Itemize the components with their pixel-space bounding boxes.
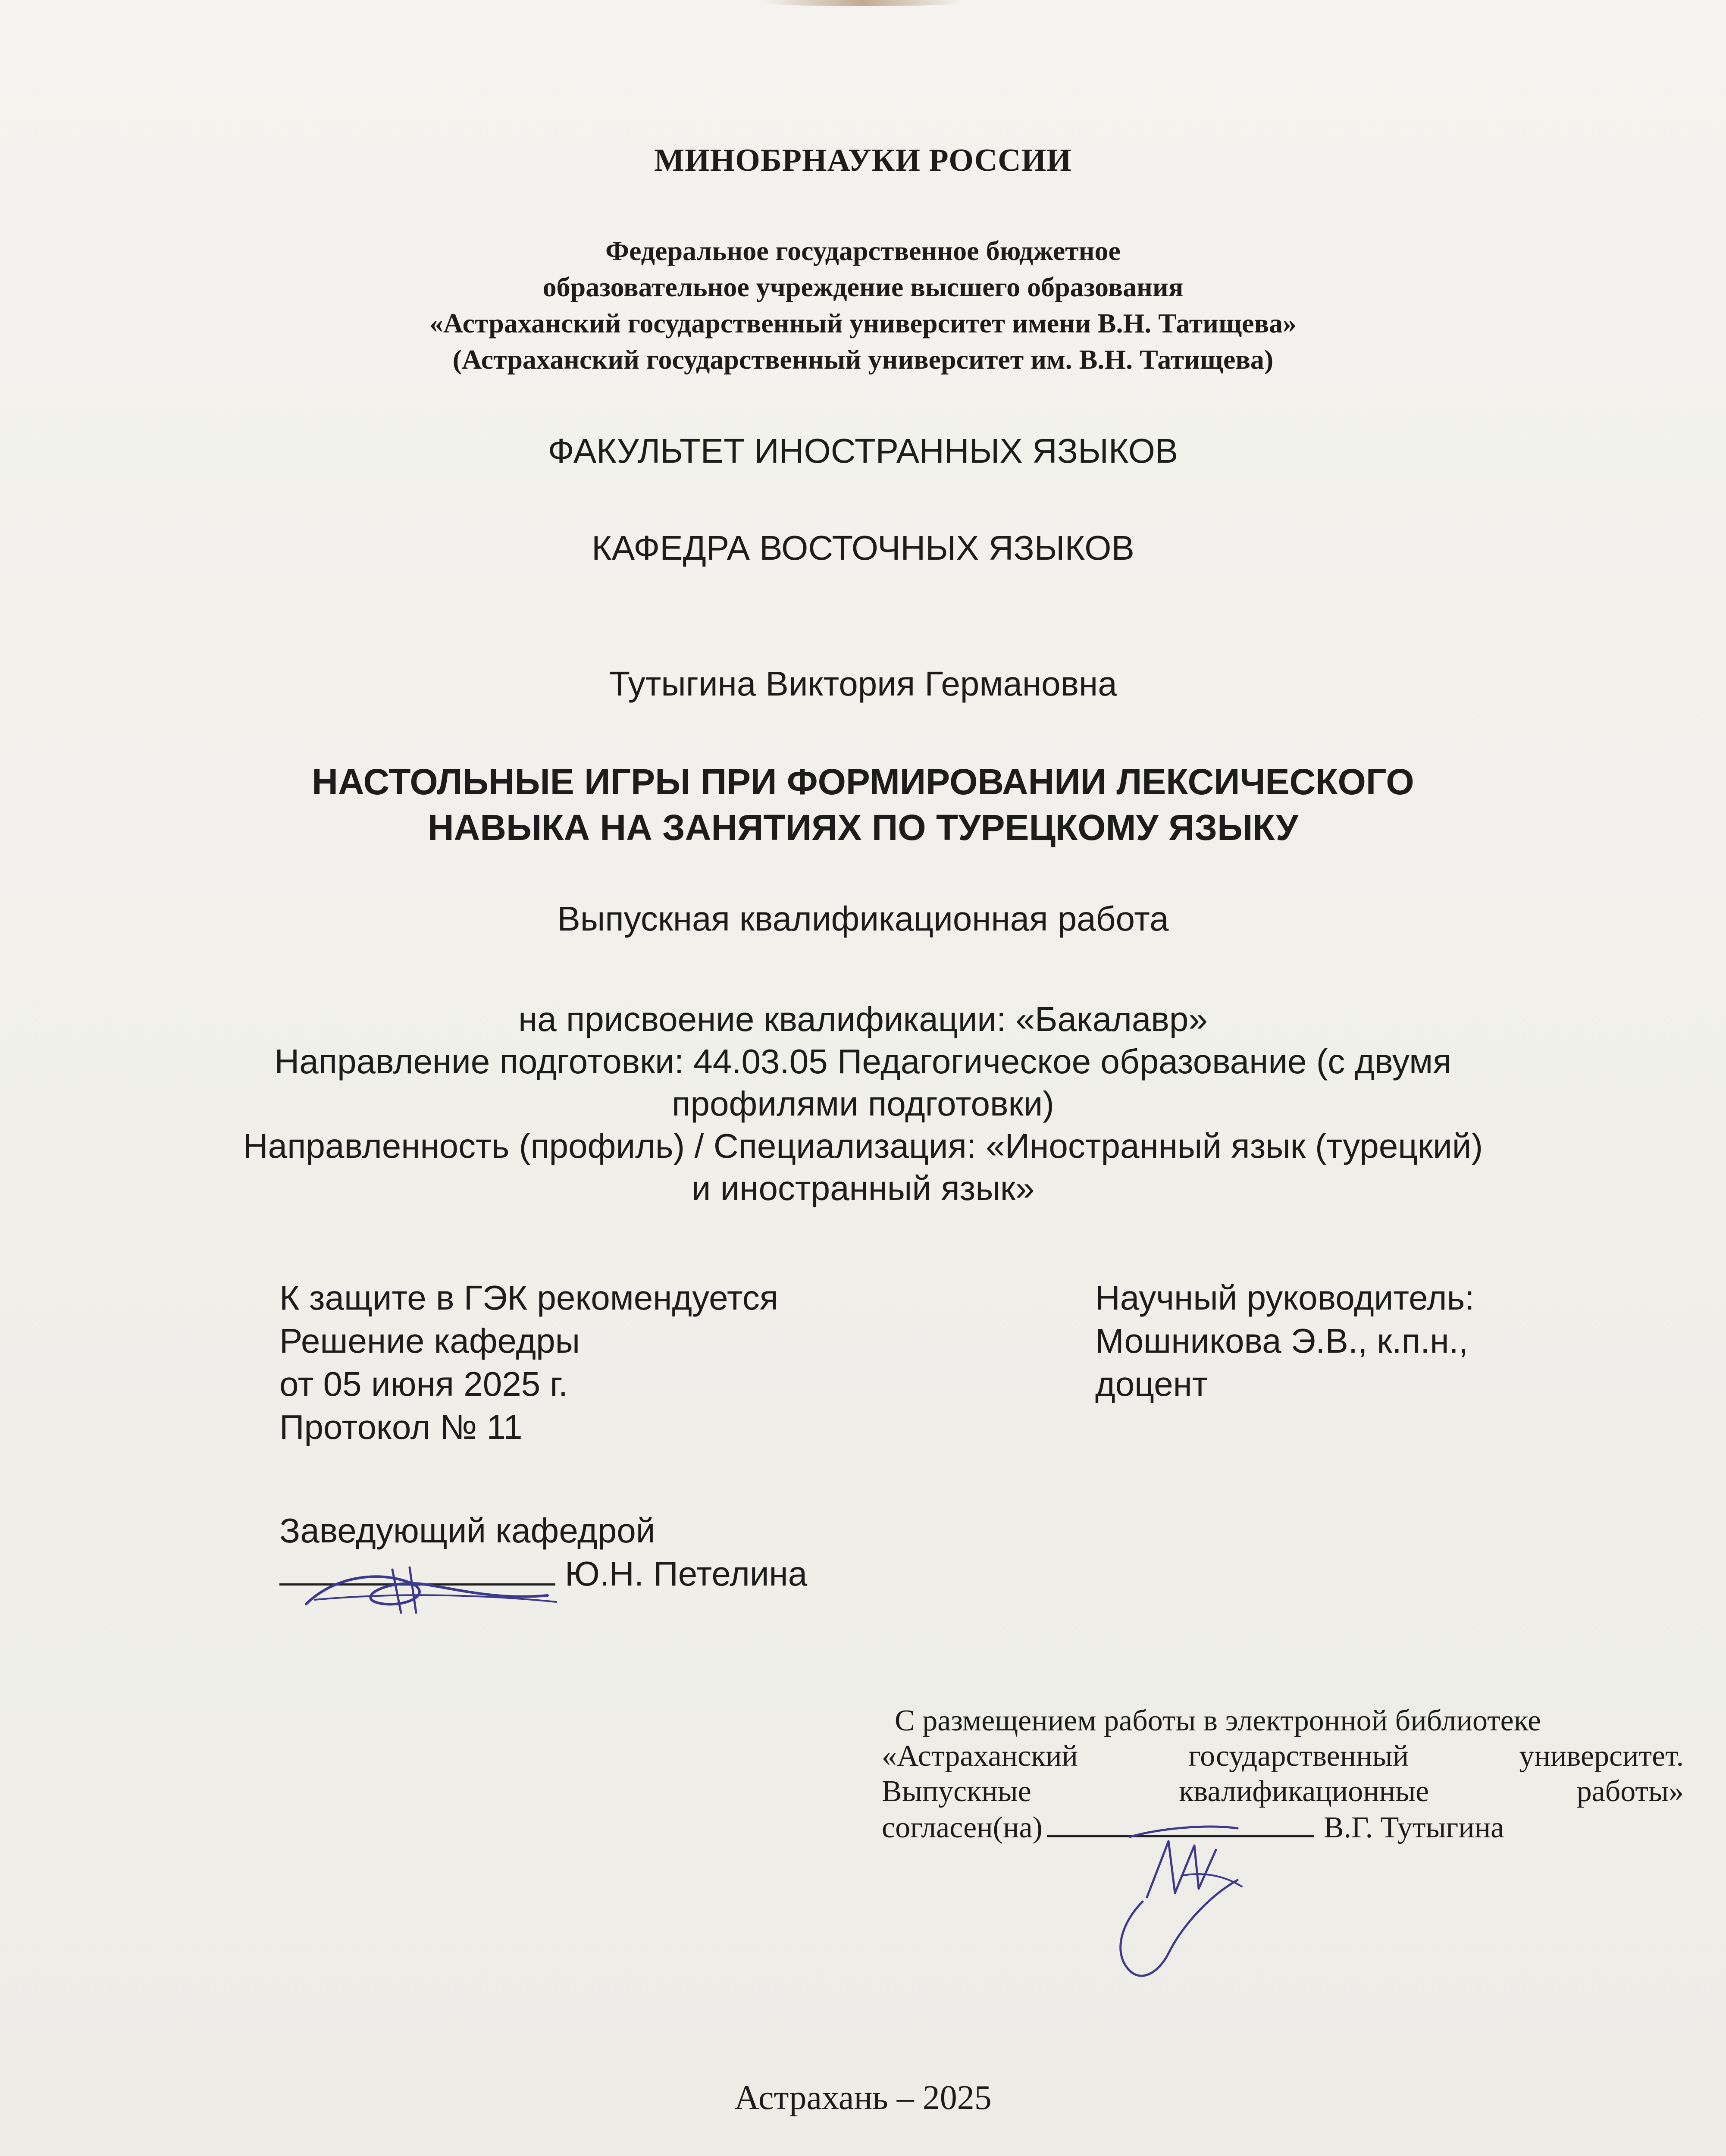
page-edge-shadow [763, 0, 962, 6]
supervisor-line: Научный руководитель: [1095, 1279, 1475, 1317]
student-signature-icon [1095, 1811, 1276, 1992]
department-name: КАФЕДРА ВОСТОЧНЫХ ЯЗЫКОВ [592, 529, 1134, 567]
institution-name [0, 233, 1726, 378]
consent-agree-label: согласен(на) [882, 1811, 1043, 1844]
consent-line: Выпускные квалификационные работы» [882, 1775, 1684, 1808]
qualification-line: на присвоение квалификации: «Бакалавр» [518, 1000, 1208, 1038]
defense-line: Решение кафедры [279, 1322, 580, 1360]
work-type: Выпускная квалификационная работа [557, 899, 1169, 938]
institution-line: образовательное учреждение высшего образования [542, 272, 1184, 302]
qualification-line: и иностранный язык» [691, 1169, 1035, 1207]
supervisor-info [1095, 1276, 1475, 1406]
consent-signature-row [882, 1809, 1684, 1846]
defense-line: от 05 июня 2025 г. [279, 1365, 568, 1403]
consent-line: «Астраханский государственный университет. [882, 1739, 1684, 1773]
author-name: Тутыгина Виктория Германовна [609, 664, 1117, 703]
thesis-title-line: НАВЫКА НА ЗАНЯТИЯХ ПО ТУРЕЦКОМУ ЯЗЫКУ [428, 807, 1298, 848]
institution-line: Федеральное государственное бюджетное [605, 235, 1121, 266]
institution-line: (Астраханский государственный университет им. В.Н. Татищева) [452, 344, 1274, 375]
ministry-heading: МИНОБРНАУКИ РОССИИ [654, 143, 1072, 178]
consent-line: С размещением работы в электронной библиотеке [895, 1704, 1541, 1737]
department-head-label: Заведующий кафедрой [279, 1511, 655, 1550]
thesis-title-line: НАСТОЛЬНЫЕ ИГРЫ ПРИ ФОРМИРОВАНИИ ЛЕКСИЧЕСКОГО [312, 761, 1414, 802]
head-signature-icon [298, 1552, 565, 1621]
city-year: Астрахань – 2025 [734, 2079, 992, 2117]
supervisor-line: Мошникова Э.В., к.п.н., [1095, 1322, 1468, 1360]
library-consent [882, 1703, 1684, 1846]
qualification-info [0, 998, 1726, 1210]
qualification-line: профилями подготовки) [672, 1084, 1054, 1123]
department-head-name: Ю.Н. Петелина [565, 1554, 808, 1593]
defense-line: К защите в ГЭК рекомендуется [279, 1279, 779, 1317]
qualification-line: Направленность (профиль) / Специализация: «Иностранный язык (турецкий) [243, 1127, 1483, 1165]
faculty-name: ФАКУЛЬТЕТ ИНОСТРАННЫХ ЯЗЫКОВ [548, 432, 1178, 470]
defense-line: Протокол № 11 [279, 1408, 523, 1446]
student-name: В.Г. Тутыгина [1323, 1811, 1504, 1844]
defense-recommendation [279, 1276, 778, 1449]
qualification-line: Направление подготовки: 44.03.05 Педагогическое образование (с двумя [274, 1042, 1452, 1081]
institution-line: «Астраханский государственный университет имени В.Н. Татищева» [429, 308, 1297, 338]
supervisor-line: доцент [1095, 1365, 1208, 1403]
thesis-title [0, 759, 1726, 850]
